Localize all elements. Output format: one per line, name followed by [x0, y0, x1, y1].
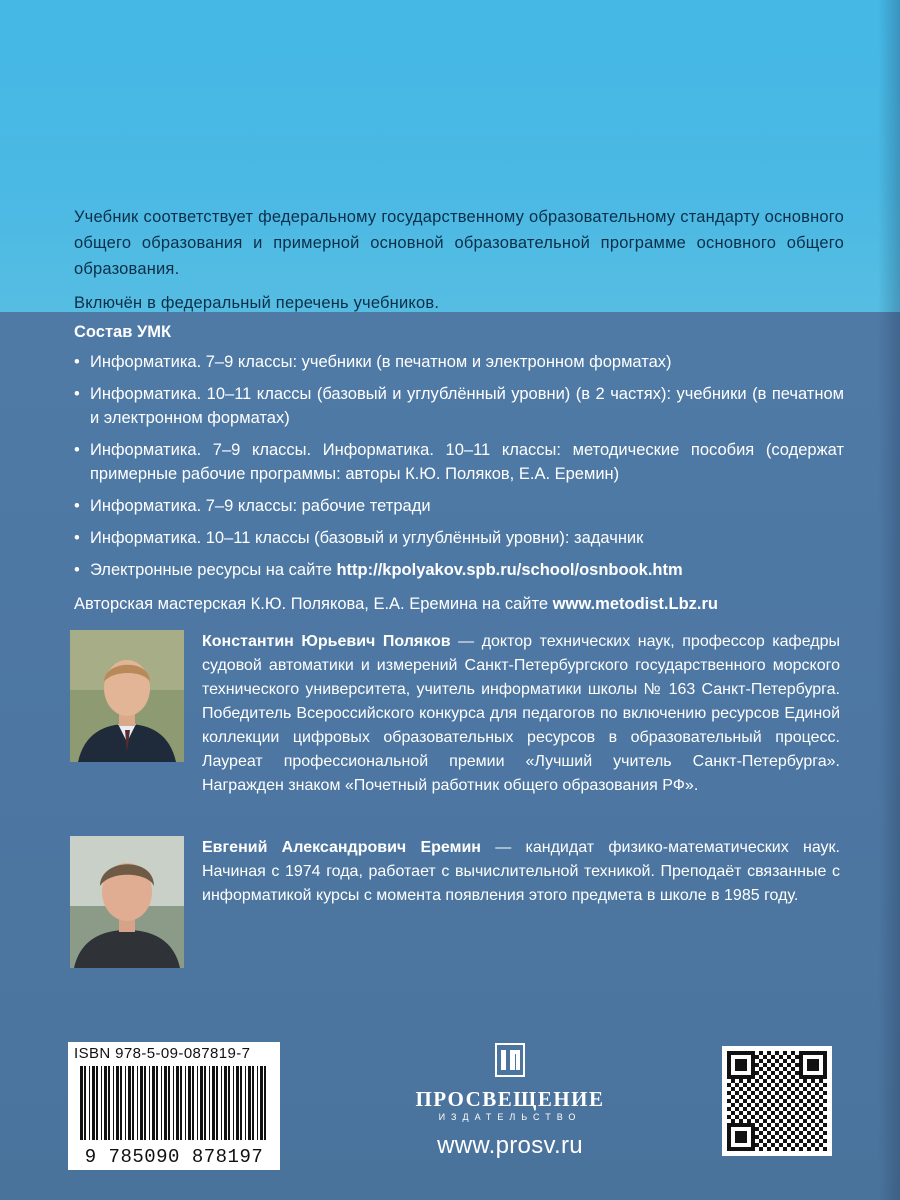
author-bio-text: — кандидат физико-математических наук. Начиная с 1974 года, работает с вычислительной техникой. Преподаёт связанные с информатикой курсы с момента появления этого предмета в школе в 1985 году.	[202, 839, 840, 904]
portrait-icon	[70, 630, 184, 762]
author-bio-text: — доктор технических наук, профессор кафедры судовой автоматики и измерений Санкт-Петербургского государственного морского технического университета, учитель информатики школы № 163 Санкт-Петербурга. Победитель Всероссийского конкурса для педагогов по включению ресурсов Единой коллекции цифровых образовательных ресурсов в образовательный процесс. Лауреат профессиональной премии «Лучший учитель Санкт-Петербурга». Награжден знаком «Почетный работник общего образования РФ».	[202, 633, 840, 794]
isbn-barcode	[68, 1042, 280, 1170]
author-photo	[70, 630, 184, 762]
workshop-url: www.metodist.Lbz.ru	[552, 595, 718, 613]
author-name: Евгений Александрович Еремин	[202, 839, 481, 856]
umk-section	[74, 320, 844, 616]
workshop-prefix: Авторская мастерская К.Ю. Полякова, Е.А. Еремина на сайте	[74, 595, 553, 613]
isbn-label: ISBN 978-5-09-087819-7	[74, 1045, 251, 1062]
umk-title: Состав УМК	[74, 323, 172, 341]
author-photo	[70, 836, 184, 968]
umk-item: • Информатика. 10–11 классы (базовый и углублённый уровни) (в 2 частях): учебники (в печатном и электронном форматах)	[74, 382, 844, 430]
umk-item: • Информатика. 7–9 классы. Информатика. 10–11 классы: методические пособия (содержат примерные рабочие программы: авторы К.Ю. Поляков, Е.А. Еремин)	[74, 438, 844, 486]
author-eremin	[70, 836, 840, 908]
resources-url: http://kpolyakov.spb.ru/school/osnbook.htm	[336, 561, 683, 579]
barcode-digits: 9 785090 878197	[84, 1146, 264, 1168]
publisher-logo	[400, 1040, 620, 1180]
umk-item-resources	[74, 558, 844, 582]
publisher-url: www.prosv.ru	[437, 1132, 583, 1159]
umk-item: • Информатика. 7–9 классы: рабочие тетради	[74, 494, 844, 518]
author-workshop	[74, 592, 844, 616]
spine-shadow	[878, 0, 900, 1200]
barcode-bars-icon	[76, 1066, 272, 1140]
qr-code-icon	[722, 1046, 832, 1156]
umk-item: • Информатика. 7–9 классы: учебники (в печатном и электронном форматах)	[74, 350, 844, 374]
qr-code	[722, 1046, 832, 1156]
federal-list-notice: Включён в федеральный перечень учебников.	[74, 294, 440, 312]
standard-notice-text: Учебник соответствует федеральному государственному образовательному стандарту основного общего образования и примерной основной образовательной программе основного общего образования.	[74, 208, 844, 278]
author-bio	[202, 836, 840, 908]
umk-item: • Информатика. 10–11 классы (базовый и углублённый уровни): задачник	[74, 526, 844, 550]
standard-notice	[74, 204, 844, 316]
publisher-name: ПРОСВЕЩЕНИЕ	[415, 1087, 605, 1111]
resources-prefix: Электронные ресурсы на сайте	[90, 561, 337, 579]
umk-list	[74, 350, 844, 582]
portrait-icon	[70, 836, 184, 968]
publisher-subtitle: ИЗДАТЕЛЬСТВО	[438, 1112, 582, 1122]
author-polyakov	[70, 630, 840, 798]
author-name: Константин Юрьевич Поляков	[202, 633, 451, 650]
publisher-emblem-icon	[490, 1040, 530, 1080]
author-bio	[202, 630, 840, 798]
